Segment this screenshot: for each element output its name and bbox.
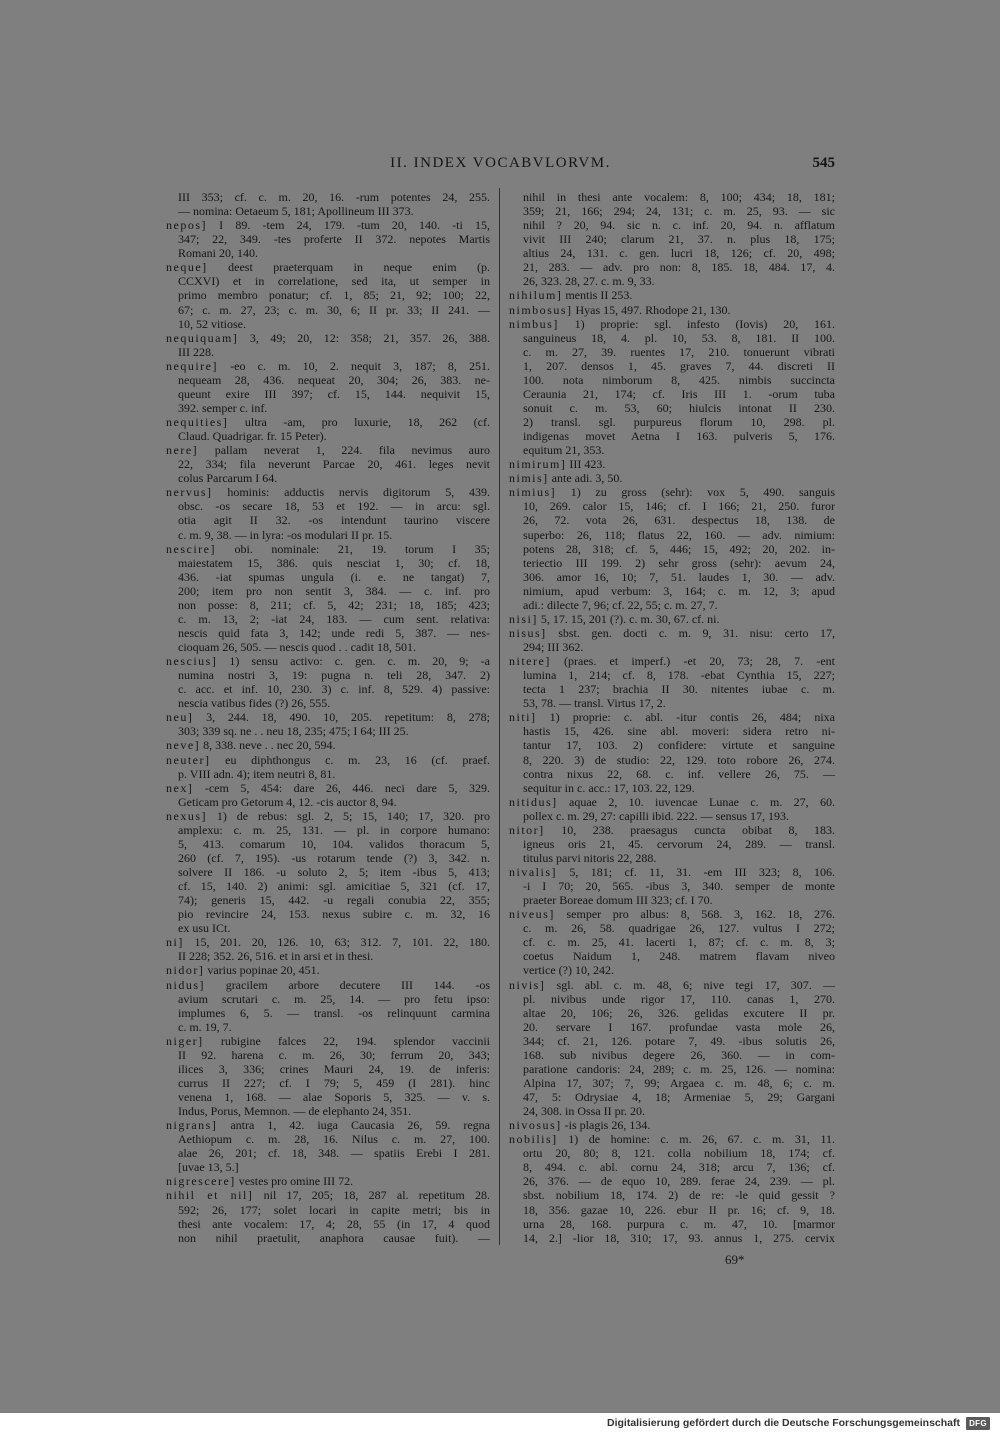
- index-line: amplexu: c. m. 25, 131. — pl. in corpore humano:: [178, 822, 490, 837]
- index-line: [509, 485, 835, 499]
- entry-text: vestes pro omine III 72.: [238, 1174, 354, 1189]
- index-line: colus Parcarum I 64.: [178, 471, 278, 486]
- headword: nihilum]: [509, 288, 563, 303]
- index-line: pio revincire 24, 153. nexus subire c. m. 32, 16: [178, 907, 490, 922]
- entry-text: eu diphthongus c. m. 23, 16 (cf. praef.: [225, 752, 490, 767]
- index-line: [166, 415, 490, 429]
- entry-text: 1) de rebus: sgl. 2, 5; 15, 140; 17, 320. pro: [216, 808, 490, 823]
- dfg-logo: DFG: [966, 1417, 990, 1430]
- index-line: 14, 2.] -lior 18, 310; 17, 93. annus 1, 275. cervix: [523, 1230, 835, 1245]
- index-line: non nihil praetulit, anaphora causae fuit). —: [178, 1230, 490, 1245]
- index-line: [166, 260, 490, 274]
- index-line: paratione candoris: 24, 289; c. m. 25, 126. — nomina:: [523, 1061, 835, 1076]
- index-line: teriectio III 199. 2) sehr gross (sehr): aevum 24,: [523, 555, 835, 570]
- index-line: III 353; cf. c. m. 20, 16. -rum potentes 24, 255.: [178, 190, 490, 204]
- running-head-bar: [166, 153, 835, 173]
- index-line: non posse: 8, 211; cf. 5, 42; 231; 18, 185; 423;: [178, 597, 490, 612]
- headword: nihil et nil]: [166, 1188, 254, 1203]
- index-line: 303; 339 sq. ne . . neu 18, 235; 475; I 64; III 25.: [178, 724, 409, 739]
- index-line: indigenas movet Aetna I 163. pulveris 5, 176.: [523, 429, 835, 444]
- entry-text: obi. nominale: 21, 19. torum I 35;: [234, 541, 490, 556]
- credit-text: Digitalisierung gefördert durch die Deutsche Forschungsgemeinschaft: [607, 1417, 960, 1429]
- index-line: CCXVI) et in correlatione, sed ita, ut semper in: [178, 274, 490, 289]
- headword: ni]: [166, 935, 184, 950]
- entry-text: -cem 5, 454: dare 26, 446. neci dare 5, 329.: [204, 780, 490, 795]
- entry-text: I 89. -tem 24, 179. -tum 20, 140. -ti 15,: [219, 218, 490, 233]
- index-line: nescia vatibus fides (?) 26, 555.: [178, 696, 331, 711]
- index-line: II 92. harena c. m. 26, 30; ferrum 20, 343;: [178, 1047, 490, 1062]
- index-line: 26, 323. 28, 27. c. m. 9, 33.: [523, 274, 655, 289]
- index-line: sbst. nobilium 18, 174. 2) de re: -le quid gessit ?: [523, 1188, 835, 1203]
- index-line: 436. -iat spumas ungula (i. e. ne tangat) 7,: [178, 569, 490, 584]
- index-line: Claud. Quadrigar. fr. 15 Peter).: [178, 429, 327, 444]
- entry-text: sbst. gen. docti c. m. 9, 31. nisu: certo 17,: [558, 625, 835, 640]
- index-line: [509, 823, 835, 837]
- headword: nequiquam]: [166, 330, 239, 345]
- index-line: Alpina 17, 307; 7, 99; Argaea c. m. 48, 6; c. m.: [523, 1075, 835, 1090]
- index-line: [509, 907, 835, 921]
- index-line: 22, 334; fila neverunt Parcae 20, 461. leges nevit: [178, 457, 490, 472]
- index-line: nihil in thesi ante vocalem: 8, 100; 434; 18, 181;: [523, 190, 835, 204]
- entry-text: pallam neverat 1, 224. fila nevimus auro: [214, 443, 490, 458]
- index-line: vivit III 240; clarum 21, 37. n. plus 18, 175;: [523, 232, 835, 247]
- entry-text: hominis: adductis nervis digitorum 5, 439.: [227, 485, 490, 500]
- index-line: equitum 21, 353.: [523, 443, 605, 458]
- index-line: 8, 494. c. abl. cornu 24, 318; arcu 7, 136; cf.: [523, 1160, 835, 1175]
- headword: nimbosus]: [509, 302, 573, 317]
- index-line: 53, 78. — transl. Virtus 17, 2.: [523, 696, 666, 711]
- index-line: [509, 1118, 835, 1132]
- index-line: lumina 1, 214; cf. 8, 178. -ebat Cynthia 15, 227;: [523, 668, 835, 683]
- index-line: ilices 3, 336; crines Mauri 24, 19. de inferis:: [178, 1061, 490, 1076]
- index-line: contra nixus 22, 68. c. inf. vellere 26, 75. —: [523, 766, 835, 781]
- entry-text: aquae 2, 10. iuvencae Lunae c. m. 27, 60.: [569, 794, 835, 809]
- entry-text: 3, 244. 18, 490. 10, 205. repetitum: 8, 278;: [206, 710, 490, 725]
- headword: nervus]: [166, 485, 213, 500]
- index-line: cf. 15, 140. 2) animi: sgl. amicitiae 5, 321 (cf. 17,: [178, 879, 490, 894]
- index-line: -i I 70; 20, 565. -ibus 3, 340. semper de monte: [523, 879, 835, 894]
- headword: nequire]: [166, 358, 218, 373]
- index-line: [509, 654, 835, 668]
- index-line: [509, 865, 835, 879]
- index-line: c. m. 19, 7.: [178, 1019, 232, 1034]
- entry-text: antra 1, 42. iuga Caucasia 26, 59. regna: [230, 1118, 490, 1133]
- index-line: [166, 1174, 490, 1188]
- entry-text: 1) zu gross (sehr): vox 5, 490. sanguis: [570, 485, 835, 500]
- index-line: [166, 781, 490, 795]
- index-line: [166, 331, 490, 345]
- index-line: [509, 288, 835, 302]
- index-line: p. VIII adn. 4); item neutri 8, 81.: [178, 766, 336, 781]
- signature-mark: 69*: [725, 1252, 745, 1267]
- headword: nisi]: [509, 611, 538, 626]
- index-line: 26, 72. vota 26, 631. despectus 18, 138. de: [523, 513, 835, 528]
- index-line: 359; 21, 166; 294; 24, 131; c. m. 25, 93. — sic: [523, 204, 835, 219]
- index-line: [166, 1118, 490, 1132]
- headword: nisus]: [509, 625, 547, 640]
- index-line: Geticam pro Getorum 4, 12. -cis auctor 8, 94.: [178, 794, 397, 809]
- index-column-right: [509, 190, 835, 1245]
- entry-text: -is plagis 26, 134.: [564, 1118, 651, 1133]
- entry-text: ultra -am, pro luxurie, 18, 262 (cf.: [244, 415, 490, 429]
- index-line: 592; 26, 177; solet locari in capite metri; bis in: [178, 1202, 490, 1217]
- index-line: 74); generis 15, 442. -u regali conubia 22, 355;: [178, 893, 490, 908]
- index-line: III 228.: [178, 344, 214, 359]
- entry-text: 5, 17. 15, 201 (?). c. m. 30, 67. cf. ni.: [540, 611, 720, 626]
- index-line: [509, 795, 835, 809]
- headword: neuter]: [166, 752, 211, 767]
- index-line: 5, 413. comarum 10, 104. validos thoracum 5,: [178, 836, 490, 851]
- entry-text: mentis II 253.: [565, 288, 633, 303]
- headword: nivosus]: [509, 1118, 562, 1133]
- index-line: 18, 356. gazae 10, 226. ebur II pr. 16; cf. 9, 18.: [523, 1202, 835, 1217]
- entry-text: Hyas 15, 497. Rhodope 21, 130.: [575, 302, 731, 317]
- index-line: — nomina: Oetaeum 5, 181; Apollineum III 373.: [178, 204, 414, 219]
- headword: nescire]: [166, 541, 216, 556]
- index-line: nihil ? 20, 94. sic n. c. inf. 20, 94. n. afflatum: [523, 218, 835, 233]
- headword: nitere]: [509, 654, 551, 669]
- entry-text: varius popinae 20, 451.: [207, 963, 320, 978]
- index-line: avium scrutari c. m. 25, 14. — pro fetu ipso:: [178, 991, 490, 1006]
- index-line: potens 28, 318; cf. 5, 446; 15, 492; 20, 202. in-: [523, 541, 835, 556]
- headword: niveus]: [509, 907, 555, 922]
- entry-text: 10, 238. praesagus cuncta obibat 8, 183.: [561, 822, 835, 837]
- headword: neve]: [166, 738, 201, 753]
- index-line: [166, 753, 490, 767]
- headword: niti]: [509, 710, 537, 725]
- headword: nitidus]: [509, 794, 558, 809]
- index-line: adi.: dilecte 7, 96; cf. 22, 55; c. m. 27, 7.: [523, 597, 718, 612]
- index-line: [509, 303, 835, 317]
- headword: nimius]: [509, 485, 557, 500]
- index-line: nequeam 28, 436. nequeat 20, 304; 26, 383. ne-: [178, 372, 490, 387]
- index-line: [509, 1132, 835, 1146]
- index-line: Indus, Porus, Memnon. — de elephanto 24, 351.: [178, 1104, 412, 1119]
- headword: neu]: [166, 710, 194, 725]
- index-line: [166, 542, 490, 556]
- index-line: 47, 5: Odrysiae 4, 18; Armeniae 5, 29; Gargani: [523, 1090, 835, 1104]
- index-line: 347; 22, 349. -tes proferte II 372. nepotes Martis: [178, 232, 490, 247]
- index-line: 100. nota nimborum 8, 425. nimbis succincta: [523, 372, 835, 387]
- entry-text: 8, 338. neve . . nec 20, 594.: [203, 738, 336, 753]
- index-line: [166, 809, 490, 823]
- index-line: 2) transl. sgl. purpureus florum 10, 298. pl.: [523, 415, 835, 429]
- index-line: [509, 626, 835, 640]
- entry-text: 3, 49; 20, 12: 358; 21, 357. 26, 388.: [249, 330, 490, 345]
- index-line: 20. servare I 167. profundae vasta mole 26,: [523, 1019, 835, 1034]
- index-line: [166, 935, 490, 949]
- index-line: [509, 978, 835, 992]
- entry-text: semper pro albus: 8, 568. 3, 162. 18, 276.: [566, 907, 835, 922]
- index-line: 392. semper c. inf.: [178, 400, 268, 415]
- index-line: 344; cf. 21, 126. potare 7, 49. -ibus solutis 26,: [523, 1033, 835, 1048]
- index-line: 24, 308. in Ossa II pr. 20.: [523, 1104, 645, 1119]
- headword: nexus]: [166, 808, 207, 823]
- index-line: Ceraunia 21, 174; cf. Iris III 1. -orum tuba: [523, 386, 835, 401]
- index-line: [166, 1188, 490, 1202]
- headword: nepos]: [166, 218, 207, 233]
- index-line: implumes 6, 5. — transl. -os relinquunt carmina: [178, 1005, 490, 1020]
- headword: nimbus]: [509, 316, 559, 331]
- index-line: altae 20, 106; 26, 326. gelidas excutere II pr.: [523, 1005, 835, 1020]
- headword: nequities]: [166, 415, 229, 429]
- index-line: 1, 207. densos 1, 45. graves 7, 44. discreti II: [523, 358, 835, 373]
- index-line: coetus Naidum 1, 248. matrem flavam niveo: [523, 949, 835, 964]
- index-line: pollex c. m. 29, 27: capilli ibid. 222. — sensus 17, 193.: [523, 808, 789, 823]
- index-line: 10, 269. calor 15, 146; cf. I 166; 21, 250. furor: [523, 499, 835, 514]
- index-line: obsc. -os secare 18, 53 et 192. — in arcu: sgl.: [178, 499, 490, 514]
- headword: nivis]: [509, 977, 546, 992]
- entry-text: gracilem arbore decutere III 144. -os: [225, 977, 490, 992]
- index-line: Romani 20, 140.: [178, 246, 258, 261]
- index-line: [166, 359, 490, 373]
- entry-text: III 423.: [569, 457, 606, 472]
- index-line: currus II 227; cf. I 79; 5, 459 (I 281). hinc: [178, 1075, 490, 1090]
- digitization-credit-bar: [0, 1413, 1000, 1434]
- entry-text: nil 17, 205; 18, 287 al. repetitum 28.: [263, 1188, 490, 1203]
- index-line: ortu 20, 80; 8, 121. colla nobilium 18, 174; cf.: [523, 1146, 835, 1161]
- entry-text: 1) sensu activo: c. gen. c. m. 20, 9; -a: [229, 654, 490, 669]
- index-line: superbo: 26, 118; flatus 22, 160. — adv. nimium:: [523, 527, 835, 542]
- index-line: [166, 218, 490, 232]
- index-line: primo membro ponatur; cf. 1, 85; 21, 92; 100; 22,: [178, 288, 490, 303]
- headword: nigrescere]: [166, 1174, 236, 1189]
- entry-text: 15, 201. 20, 126. 10, 63; 312. 7, 101. 22, 180.: [194, 935, 490, 950]
- index-line: venena 1, 168. — alae Soporis 5, 325. — v. s.: [178, 1090, 490, 1104]
- index-line: 168. sub nivibus degere 26, 360. — in com-: [523, 1047, 835, 1062]
- entry-text: -eo c. m. 10, 2. nequit 3, 187; 8, 251.: [230, 358, 490, 373]
- index-line: praeter Boreae domum III 323; cf. I 70.: [523, 893, 713, 908]
- index-line: pl. nivibus unde rigor 17, 110. canas 1, 270.: [523, 991, 835, 1006]
- entry-text: (praes. et imperf.) -et 20, 73; 28, 7. -ent: [564, 654, 835, 669]
- index-line: altius 24, 131. c. gen. lucri 18, 126; cf. 20, 498;: [523, 246, 835, 261]
- index-column-left: [166, 190, 490, 1245]
- headword: nescius]: [166, 654, 218, 669]
- headword: nimis]: [509, 471, 549, 486]
- index-line: numina nostri 3, 19: pugna n. teli 28, 347. 2): [178, 668, 490, 683]
- index-line: otia agit II 32. -os intendunt taurino viscere: [178, 513, 490, 528]
- headword: nex]: [166, 780, 194, 795]
- index-line: II 228; 352. 26, 516. et in arsi et in thesi.: [178, 949, 374, 964]
- index-line: solvere II 186. -u soluto 2, 5; item -ibus 5, 413;: [178, 865, 490, 879]
- headword: neque]: [166, 260, 208, 275]
- index-line: vertice (?) 10, 242.: [523, 963, 614, 978]
- index-line: igneus oris 21, 45. cervorum 24, 289. — transl.: [523, 836, 835, 851]
- index-line: nescis quid fata 3, 142; unde redi 5, 387. — nes-: [178, 625, 490, 640]
- index-line: Aethiopum c. m. 28, 16. Nilus c. m. 27, 100.: [178, 1132, 490, 1147]
- entry-text: deest praeterquam in neque enim (p.: [228, 260, 490, 275]
- index-line: alae 26, 201; cf. 18, 348. — spatiis Erebi I 281.: [178, 1146, 490, 1161]
- index-line: urna 28, 168. purpura c. m. 47, 10. [marmor: [523, 1216, 835, 1231]
- index-line: [166, 654, 490, 668]
- index-line: cf. c. m. 25, 41. lacerti 1, 87; cf. c. m. 8, 3;: [523, 935, 835, 950]
- index-line: queunt exire III 397; cf. 15, 144. nequivit 15,: [178, 386, 490, 401]
- entry-text: rubigine falces 22, 194. splendor vaccinii: [220, 1033, 490, 1048]
- headword: nitor]: [509, 822, 545, 837]
- index-line: [166, 485, 490, 499]
- page-number: 545: [812, 155, 835, 171]
- headword: nivalis]: [509, 865, 557, 879]
- index-line: hastis 15, 426. sine abl. moveri: sidera retro ni-: [523, 724, 835, 739]
- index-line: [166, 443, 490, 457]
- index-line: c. m. 27, 39. ruentes 17, 210. tonuerunt vibrati: [523, 344, 835, 359]
- index-line: 306. amor 16, 10; 7, 51. laudes 1, 30. — adv.: [523, 569, 835, 584]
- headword: nidus]: [166, 977, 205, 992]
- index-line: 67; c. m. 27, 23; c. m. 30, 6; II pr. 33; II 241. —: [178, 302, 490, 317]
- entry-text: 1) proprie: sgl. infesto (Iovis) 20, 161.: [574, 316, 835, 331]
- headword: nobilis]: [509, 1132, 558, 1147]
- index-line: tecta 1 237; brachia II 30. nitentes iubae c. m.: [523, 682, 835, 697]
- index-line: [166, 978, 490, 992]
- index-line: [509, 457, 835, 471]
- index-line: [509, 612, 835, 626]
- index-line: 8, 220. 3) de studio: 22, 129. toto robore 26, 274.: [523, 752, 835, 767]
- index-line: ex usu ICt.: [178, 921, 231, 936]
- index-line: tantur 17, 103. 2) confidere: virtute et sanguine: [523, 738, 835, 753]
- entry-text: 1) de homine: c. m. 26, 67. c. m. 31, 11.: [568, 1132, 835, 1147]
- entry-text: 5, 181; cf. 11, 31. -em III 323; 8, 106.: [569, 865, 835, 879]
- index-line: c. m. 13, 2; -iat 24, 183. — cum sent. relativa:: [178, 611, 490, 626]
- column-rule: [499, 188, 500, 1245]
- index-line: sonuit c. m. 53, 60; hiulcis intonat II 230.: [523, 400, 835, 415]
- headword: nere]: [166, 443, 199, 458]
- index-line: [166, 1034, 490, 1048]
- index-line: [166, 710, 490, 724]
- index-line: sanguineus 18, 4. pl. 10, 53. 8, 181. II 100.: [523, 330, 835, 345]
- headword: niger]: [166, 1033, 204, 1048]
- index-line: titulus parvi nitoris 22, 288.: [523, 850, 657, 865]
- index-line: [166, 738, 490, 752]
- entry-text: sgl. abl. c. m. 48, 6; nive tegi 17, 307. —: [556, 977, 835, 992]
- index-line: c. m. 9, 38. — in lyra: -os modulari II pr. 15.: [178, 527, 393, 542]
- index-line: [166, 963, 490, 977]
- index-line: maiestatem 15, 386. quis nesciat 1, 30; cf. 18,: [178, 555, 490, 570]
- headword: nimirum]: [509, 457, 567, 472]
- index-line: thesi ante vocalem: 17, 4; 28, 55 (in 17, 4 quod: [178, 1216, 490, 1231]
- running-head: II. INDEX VOCABVLORVM.: [390, 155, 611, 171]
- index-line: 26, 376. — de equo 10, 289. ferae 24, 239. — pl.: [523, 1174, 835, 1189]
- index-line: nimium, apud verbum: 3, 164; c. m. 12, 3; apud: [523, 583, 835, 598]
- index-line: c. acc. et inf. 10, 230. 3) c. inf. 8, 529. 4) passive:: [178, 682, 490, 697]
- index-line: 294; III 362.: [523, 640, 584, 654]
- headword: nigrans]: [166, 1118, 218, 1133]
- entry-text: 1) proprie: c. abl. -itur contis 26, 484; nixa: [549, 710, 835, 725]
- index-line: [509, 710, 835, 724]
- index-line: 21, 283. — adv. pro non: 8, 185. 18, 484. 17, 4.: [523, 260, 835, 275]
- index-line: cioquam 26, 505. — nescis quod . . cadit 18, 501.: [178, 640, 416, 654]
- index-line: [uvae 13, 5.]: [178, 1160, 239, 1175]
- index-line: [509, 317, 835, 331]
- index-line: 10, 52 vitiose.: [178, 316, 246, 331]
- index-line: 200; item pro non sentit 3, 384. — c. inf. pro: [178, 583, 490, 598]
- entry-text: ante adi. 3, 50.: [551, 471, 623, 486]
- index-line: [509, 471, 835, 485]
- headword: nidor]: [166, 963, 205, 978]
- index-line: c. m. 26, 58. quadrigae 26, 127. vultus I 272;: [523, 921, 835, 936]
- index-line: 260 (cf. 7, 195). -us rotarum tende (?) 3, 342. n.: [178, 850, 490, 865]
- index-line: sequitur in c. acc.: 17, 103. 22, 129.: [523, 780, 695, 795]
